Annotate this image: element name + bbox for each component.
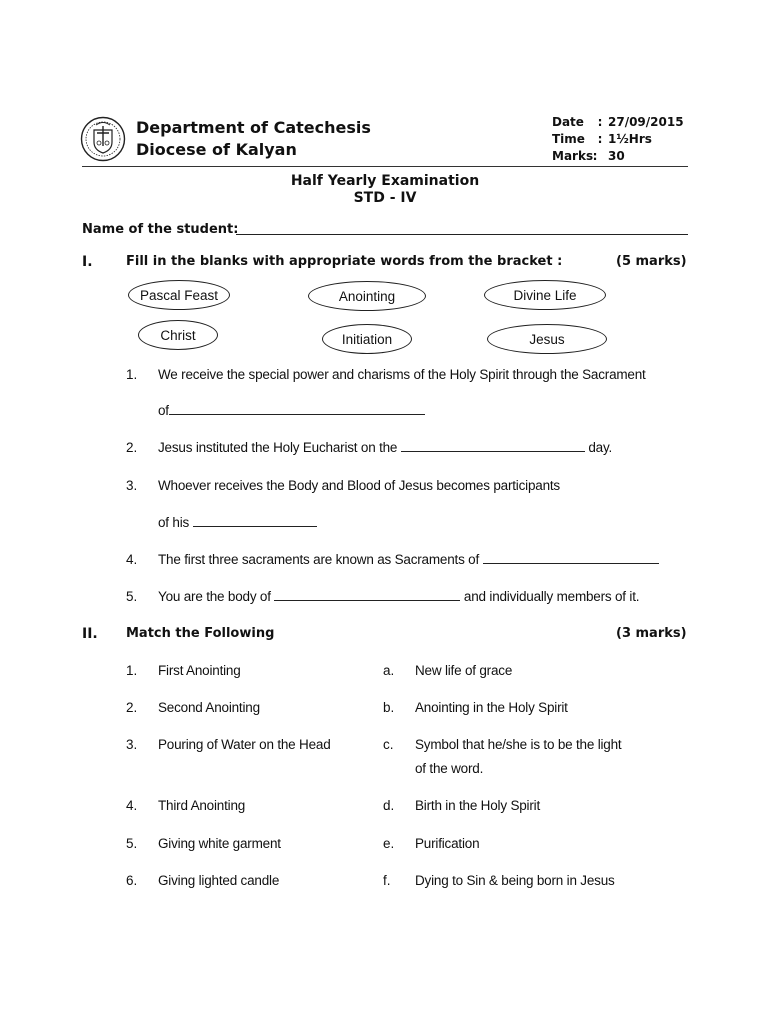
student-name-field[interactable] [236, 234, 688, 235]
question-number: 1. [126, 367, 138, 382]
word-option-christ: Christ [138, 320, 218, 350]
match-right-letter: a. [383, 663, 395, 678]
match-right-letter: d. [383, 798, 395, 813]
match-left-number: 4. [126, 798, 138, 813]
match-left-number: 2. [126, 700, 138, 715]
match-left-item: Giving lighted candle [158, 873, 280, 888]
question-number: 3. [126, 478, 138, 493]
question-text [158, 552, 659, 567]
question-text-prefix: The first three sacraments are known as Sacraments of [158, 552, 480, 567]
match-left-item: Third Anointing [158, 798, 246, 813]
question-text-suffix: day. [588, 440, 613, 455]
word-option-divine-life: Divine Life [484, 280, 606, 310]
match-right-item-line2: of the word. [415, 761, 484, 776]
question-text [158, 589, 639, 604]
answer-blank[interactable] [401, 440, 585, 452]
match-right-letter: b. [383, 700, 395, 715]
match-right-item: New life of grace [415, 663, 513, 678]
match-right-letter: c. [383, 737, 394, 752]
question-text [158, 440, 612, 455]
word-option-jesus: Jesus [487, 324, 607, 354]
question-number: 4. [126, 552, 138, 567]
question-text-prefix: Jesus instituted the Holy Eucharist on the [158, 440, 398, 455]
word-option-anointing: Anointing [308, 281, 426, 311]
match-left-number: 1. [126, 663, 138, 678]
question-text-line2 [158, 515, 317, 530]
date-separator: : [597, 115, 603, 129]
answer-blank[interactable] [193, 515, 317, 527]
marks-separator: : [592, 149, 598, 163]
time-label: Time [552, 132, 585, 146]
marks-value: 30 [608, 149, 625, 163]
student-name-label: Name of the student: [82, 222, 239, 237]
match-right-item: Purification [415, 836, 480, 851]
answer-blank[interactable] [274, 589, 460, 601]
time-value: 1½Hrs [608, 132, 652, 146]
marks-label: Marks [552, 149, 594, 163]
answer-blank[interactable] [483, 552, 659, 564]
match-left-item: First Anointing [158, 663, 241, 678]
diocese-name: Diocese of Kalyan [136, 140, 297, 159]
question-text: Whoever receives the Body and Blood of Jesus becomes participants [158, 478, 560, 493]
diocese-seal-logo [80, 116, 126, 162]
match-right-letter: e. [383, 836, 395, 851]
question-text-prefix: of [158, 403, 169, 418]
match-left-number: 5. [126, 836, 138, 851]
question-text-suffix: and individually members of it. [463, 589, 640, 604]
match-left-item: Pouring of Water on the Head [158, 737, 331, 752]
question-text-prefix: You are the body of [158, 589, 271, 604]
exam-std: STD - IV [353, 190, 417, 206]
question-text-prefix: of his [158, 515, 190, 530]
header-divider [82, 166, 688, 167]
section1-marks: (5 marks) [616, 254, 687, 269]
department-name: Department of Catechesis [136, 118, 371, 137]
date-row [552, 114, 684, 131]
department-heading [136, 117, 371, 161]
word-option-initiation: Initiation [322, 324, 412, 354]
section1-title: Fill in the blanks with appropriate words from the bracket : [126, 254, 563, 269]
question-number: 5. [126, 589, 138, 604]
date-label: Date [552, 115, 584, 129]
date-value: 27/09/2015 [608, 115, 684, 129]
match-right-item: Anointing in the Holy Spirit [415, 700, 568, 715]
section2-number: II. [82, 626, 98, 642]
match-left-item: Second Anointing [158, 700, 260, 715]
time-separator: : [597, 132, 603, 146]
match-left-number: 6. [126, 873, 138, 888]
question-number: 2. [126, 440, 138, 455]
section2-title: Match the Following [126, 626, 275, 641]
marks-row [552, 148, 684, 165]
question-text-line2 [158, 403, 425, 418]
question-text: We receive the special power and charisms of the Holy Spirit through the Sacrament [158, 367, 646, 382]
answer-blank[interactable] [169, 403, 425, 415]
exam-title: Half Yearly Examination [290, 173, 480, 189]
time-row [552, 131, 684, 148]
match-right-item: Birth in the Holy Spirit [415, 798, 540, 813]
exam-meta [552, 114, 684, 165]
section1-number: I. [82, 254, 93, 270]
match-left-item: Giving white garment [158, 836, 281, 851]
match-right-letter: f. [383, 873, 391, 888]
match-right-item: Dying to Sin & being born in Jesus [415, 873, 615, 888]
word-option-pascal-feast: Pascal Feast [128, 280, 230, 310]
section2-marks: (3 marks) [616, 626, 687, 641]
match-left-number: 3. [126, 737, 138, 752]
match-right-item: Symbol that he/she is to be the light [415, 737, 622, 752]
